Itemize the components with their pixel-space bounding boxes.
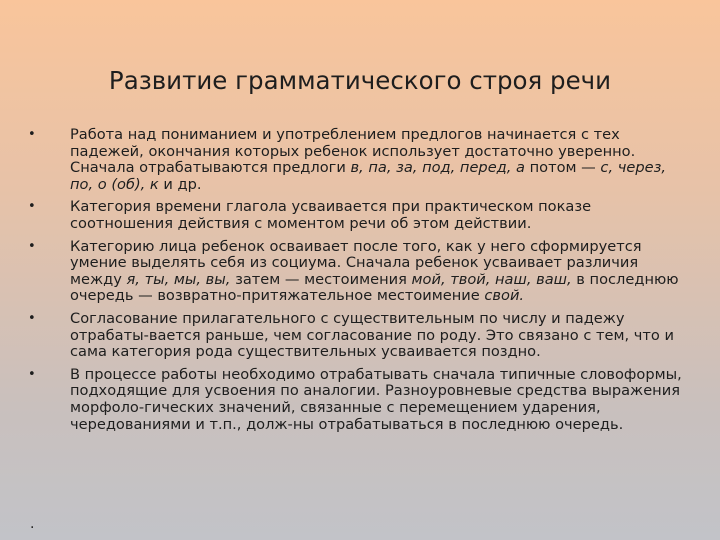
list-item: [28, 367, 688, 433]
bullet-dot: •: [28, 310, 36, 326]
bullet-text: Категорию лица ребенок осваивает после того, как у него сформируется умение выделять себя из социума. Сначала ребенок усваивает различия между я, ты, мы, вы, затем — местоимения мой, твой, наш, ваш, в последнюю очередь — возвратно-притяжательное местоимение свой.: [70, 237, 679, 305]
bullet-text: Работа над пониманием и употреблением предлогов начинается с тех падежей, окончания которых ребенок использует достаточно уверенно. Сначала отрабатываются предлоги в, па, за, под, перед, а потом — с, через, по, о (об), к и др.: [70, 126, 666, 193]
bullet-text: Категория времени глагола усваивается при практическом показе соотношения действия с моментом речи об этом действии.: [70, 198, 592, 232]
list-item: [28, 127, 688, 193]
trailing-mark: .: [30, 516, 35, 532]
bullet-dot: •: [28, 238, 36, 254]
slide-title: Развитие грамматического строя речи: [108, 66, 612, 96]
bullet-text: Согласование прилагательного с существительным по числу и падежу отрабаты-вается раньше, чем согласование по роду. Это связано с тем, что и сама категория рода существительных усваивается поздно.: [70, 309, 674, 361]
bullet-dot: •: [28, 199, 36, 215]
bullet-text: В процессе работы необходимо отрабатывать сначала типичные словоформы, подходящие для усвоения по аналогии. Разноуровневые средства выражения морфоло-гических значений, связанные с перемещением ударения, чередованиями и т.п., долж-ны отрабатываться в последнюю очередь.: [70, 365, 682, 433]
list-item: [28, 199, 688, 232]
list-item: [28, 311, 688, 361]
list-item: [28, 239, 688, 305]
bullet-dot: •: [28, 366, 36, 382]
bullet-dot: •: [28, 127, 36, 142]
bullet-list: [28, 127, 688, 439]
